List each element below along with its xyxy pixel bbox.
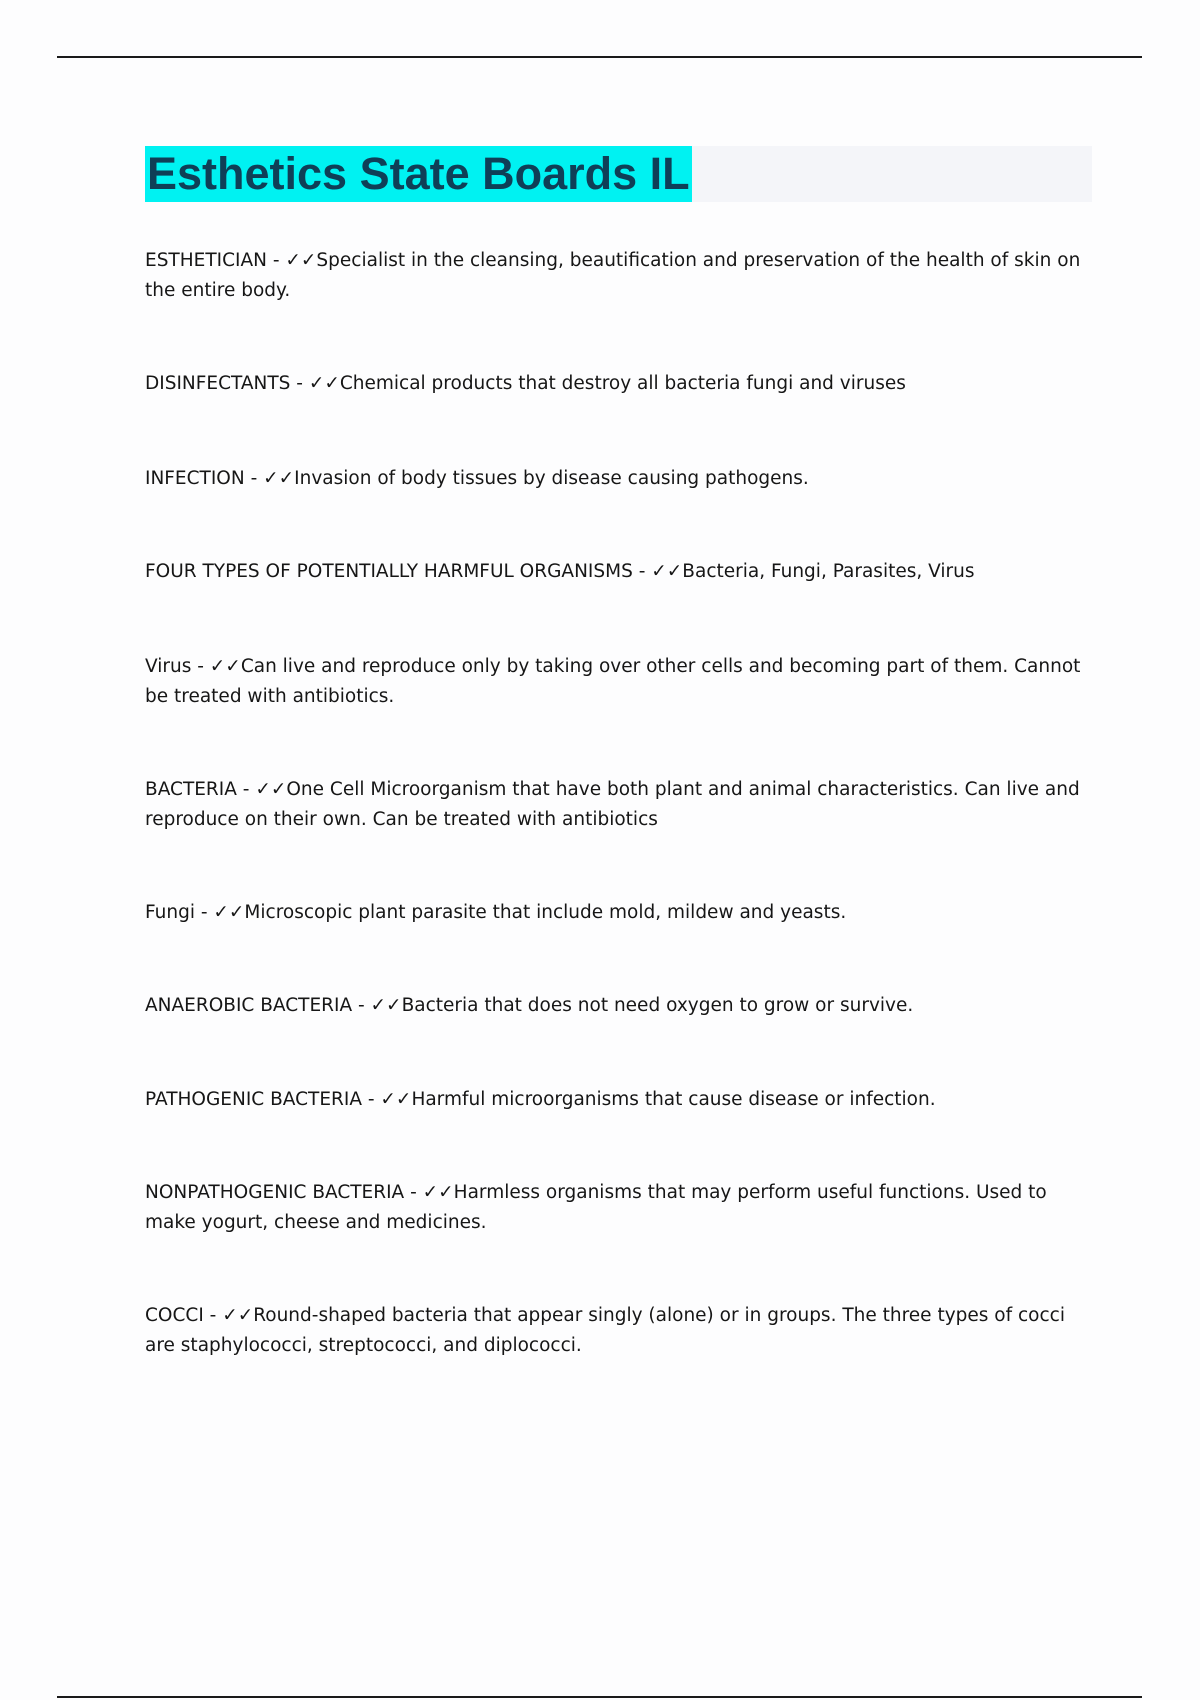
double-check-icon: ✓✓: [209, 656, 241, 677]
double-check-icon: ✓✓: [422, 1182, 454, 1203]
entry: [145, 775, 1095, 835]
entry-term: DISINFECTANTS: [145, 373, 291, 394]
entry: [145, 246, 1095, 306]
entry-separator: -: [203, 1305, 223, 1326]
entry: [145, 1085, 1095, 1115]
entry-separator: -: [194, 902, 214, 923]
entry: [145, 991, 1095, 1021]
top-rule: [57, 56, 1142, 58]
document-title: Esthetics State Boards IL: [145, 146, 692, 202]
entry-definition: Harmful microorganisms that cause disease or infection.: [411, 1089, 936, 1110]
entry-term: INFECTION: [145, 468, 245, 489]
double-check-icon: ✓✓: [213, 902, 245, 923]
double-check-icon: ✓✓: [285, 250, 317, 271]
entry-definition: One Cell Microorganism that have both plant and animal characteristics. Can live and reproduce on their own. Can be treated with antibiotics: [145, 779, 1080, 830]
entry-term: PATHOGENIC BACTERIA: [145, 1089, 362, 1110]
entry-term: Virus: [145, 656, 192, 677]
entry-term: ESTHETICIAN: [145, 250, 267, 271]
double-check-icon: ✓✓: [308, 373, 340, 394]
entry: [145, 1178, 1095, 1238]
entry: [145, 652, 1095, 712]
entry-separator: -: [191, 656, 210, 677]
entry-definition: Invasion of body tissues by disease causing pathogens.: [294, 468, 809, 489]
entry-definition: Specialist in the cleansing, beautification and preservation of the health of skin on the entire body.: [145, 250, 1081, 301]
entry-term: ANAEROBIC BACTERIA: [145, 995, 353, 1016]
entry-separator: -: [266, 250, 286, 271]
entry: [145, 369, 1095, 399]
entry-definition: Can live and reproduce only by taking over other cells and becoming part of them. Cannot be treated with antibiotics.: [145, 656, 1081, 707]
double-check-icon: ✓✓: [263, 468, 295, 489]
entry-definition: Microscopic plant parasite that include mold, mildew and yeasts.: [244, 902, 847, 923]
entry: [145, 898, 1095, 928]
double-check-icon: ✓✓: [651, 561, 683, 582]
entry: [145, 464, 1095, 494]
double-check-icon: ✓✓: [255, 779, 287, 800]
entry-separator: -: [236, 779, 256, 800]
entry: [145, 1301, 1095, 1361]
entry-definition: Bacteria, Fungi, Parasites, Virus: [682, 561, 975, 582]
entry-separator: -: [361, 1089, 381, 1110]
double-check-icon: ✓✓: [380, 1089, 412, 1110]
entry-separator: -: [352, 995, 371, 1016]
entry: [145, 557, 1095, 587]
bottom-rule: [57, 1696, 1142, 1698]
entry-separator: -: [244, 468, 264, 489]
entry-separator: -: [404, 1182, 423, 1203]
entry-term: FOUR TYPES OF POTENTIALLY HARMFUL ORGANISMS: [145, 561, 633, 582]
entry-term: NONPATHOGENIC BACTERIA: [145, 1182, 405, 1203]
entry-term: Fungi: [145, 902, 195, 923]
double-check-icon: ✓✓: [222, 1305, 254, 1326]
entry-term: BACTERIA: [145, 779, 237, 800]
entry-definition: Bacteria that does not need oxygen to grow or survive.: [401, 995, 914, 1016]
double-check-icon: ✓✓: [370, 995, 402, 1016]
entry-definition: Harmless organisms that may perform useful functions. Used to make yogurt, cheese and medicines.: [145, 1182, 1047, 1233]
entry-separator: -: [290, 373, 309, 394]
entry-definition: Round-shaped bacteria that appear singly (alone) or in groups. The three types of cocci are staphylococci, streptococci, and diplococci.: [145, 1305, 1065, 1356]
entry-definition: Chemical products that destroy all bacteria fungi and viruses: [339, 373, 906, 394]
entry-separator: -: [632, 561, 652, 582]
entry-term: COCCI: [145, 1305, 204, 1326]
